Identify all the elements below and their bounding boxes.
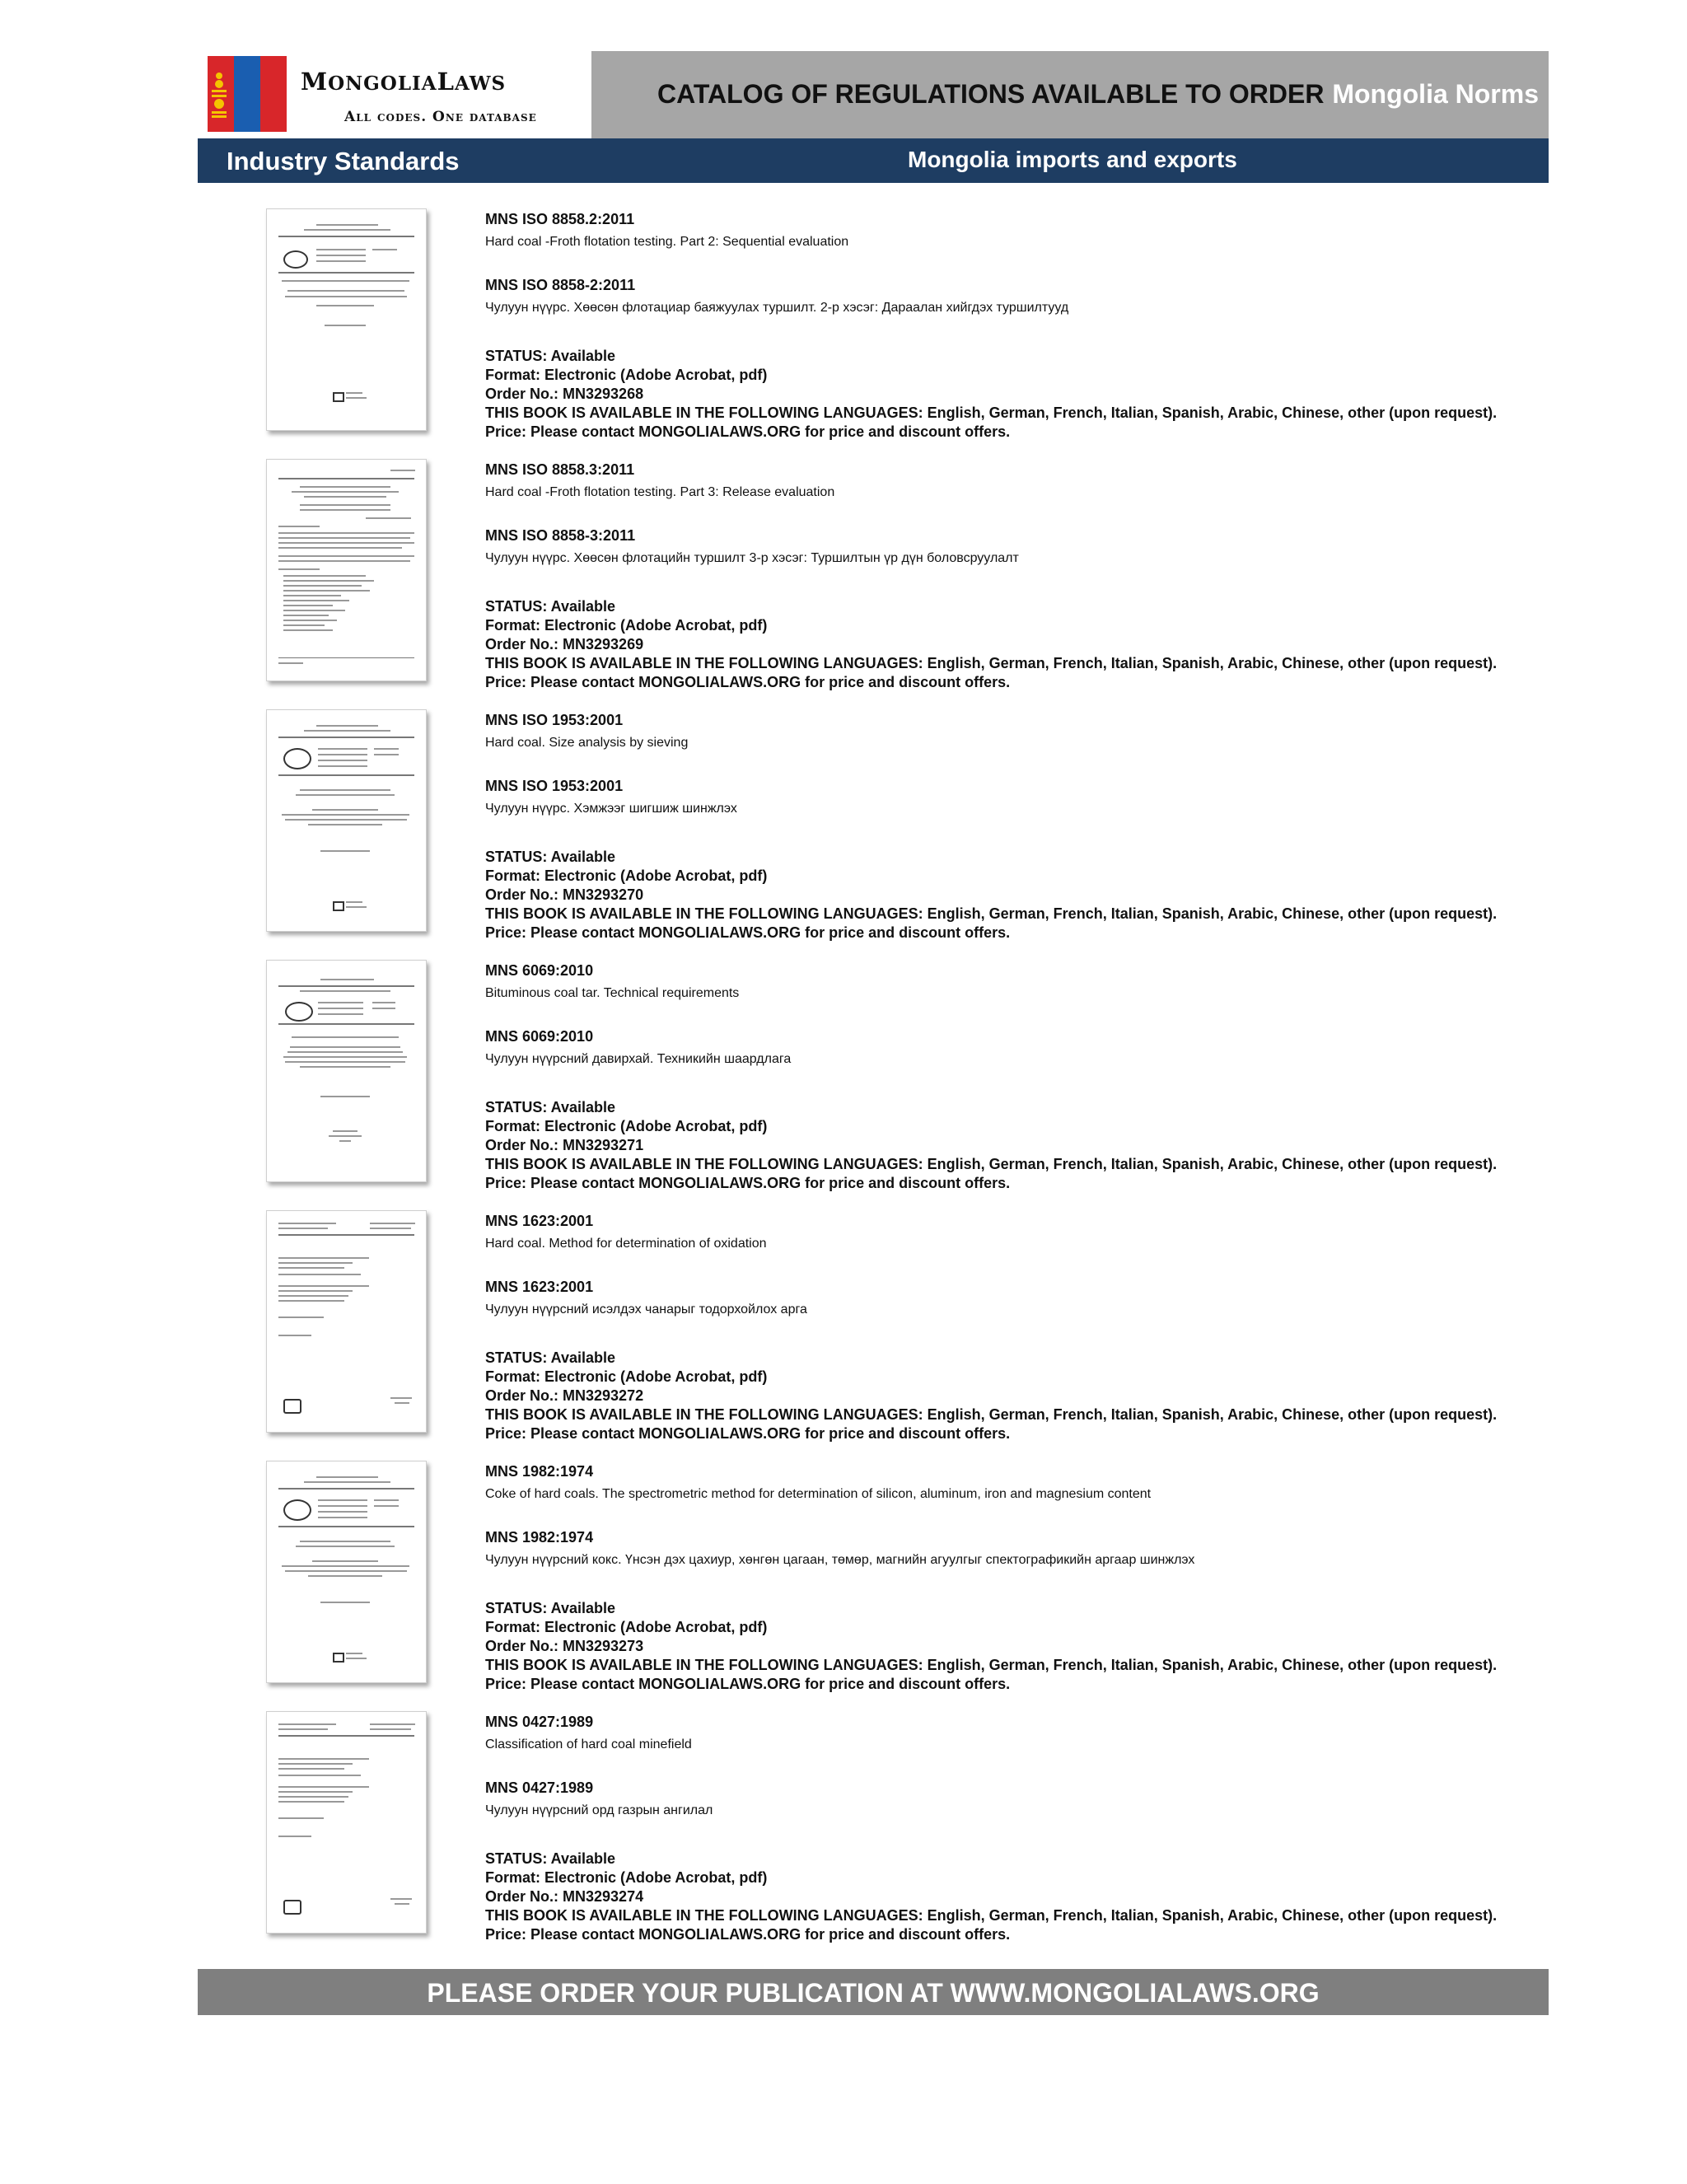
languages-text: THIS BOOK IS AVAILABLE IN THE FOLLOWING LANGUAGES: English, German, French, Italian, Spanish, Arabic, Chinese, other (upon request). <box>485 655 1498 671</box>
entry-details <box>485 461 1556 692</box>
entry-details <box>485 1462 1556 1694</box>
page-header <box>198 51 1549 138</box>
order-number: Order No.: MN3293271 <box>485 1137 644 1153</box>
languages-text: THIS BOOK IS AVAILABLE IN THE FOLLOWING LANGUAGES: English, German, French, Italian, Spanish, Arabic, Chinese, other (upon request). <box>485 1657 1498 1673</box>
soyombo-icon <box>209 71 229 120</box>
standard-title-en: Hard coal -Froth flotation testing. Part 2: Sequential evaluation <box>485 235 849 249</box>
catalog-entry <box>0 960 1687 1210</box>
languages-text: THIS BOOK IS AVAILABLE IN THE FOLLOWING LANGUAGES: English, German, French, Italian, Spanish, Arabic, Chinese, other (upon request). <box>485 1907 1498 1924</box>
order-number: Order No.: MN3293270 <box>485 886 644 903</box>
standard-code-en: MNS ISO 8858.2:2011 <box>485 211 635 227</box>
format-text: Format: Electronic (Adobe Acrobat, pdf) <box>485 1368 768 1385</box>
status-text: STATUS: Available <box>485 598 616 615</box>
format-text: Format: Electronic (Adobe Acrobat, pdf) <box>485 617 768 634</box>
standard-title-en: Coke of hard coals. The spectrometric method for determination of silicon, aluminum, iron and magnesium content <box>485 1487 1152 1501</box>
document-cover-thumbnail[interactable] <box>266 208 427 431</box>
languages-text: THIS BOOK IS AVAILABLE IN THE FOLLOWING LANGUAGES: English, German, French, Italian, Spanish, Arabic, Chinese, other (upon request). <box>485 905 1498 922</box>
standard-title-mn: Чулуун нүүрс. Хөөсөн флотацийн туршилт 3-р хэсэг: Туршилтын үр дүн боловсруулалт <box>485 551 1019 565</box>
catalog-entry <box>0 1711 1687 1962</box>
catalog-entry <box>0 459 1687 709</box>
document-cover-thumbnail[interactable] <box>266 459 427 681</box>
standard-code-en: MNS ISO 8858.3:2011 <box>485 461 635 478</box>
order-number: Order No.: MN3293273 <box>485 1638 644 1654</box>
standard-code-en: MNS 1623:2001 <box>485 1213 594 1229</box>
price-text: Price: Please contact MONGOLIALAWS.ORG for price and discount offers. <box>485 1926 1011 1943</box>
document-cover-thumbnail[interactable] <box>266 709 427 932</box>
price-text: Price: Please contact MONGOLIALAWS.ORG for price and discount offers. <box>485 423 1011 440</box>
category-band <box>198 138 1549 183</box>
languages-text: THIS BOOK IS AVAILABLE IN THE FOLLOWING LANGUAGES: English, German, French, Italian, Spanish, Arabic, Chinese, other (upon request). <box>485 1406 1498 1423</box>
standard-title-mn: Чулуун нүүрс. Хэмжээг шигшиж шинжлэх <box>485 802 737 816</box>
standard-code-mn: MNS ISO 8858-2:2011 <box>485 277 636 293</box>
entry-details <box>485 961 1556 1193</box>
standard-title-mn: Чулуун нүүрсний орд газрын ангилал <box>485 1803 713 1817</box>
catalog-entry <box>0 1210 1687 1461</box>
format-text: Format: Electronic (Adobe Acrobat, pdf) <box>485 1118 768 1134</box>
format-text: Format: Electronic (Adobe Acrobat, pdf) <box>485 868 768 884</box>
status-text: STATUS: Available <box>485 849 616 865</box>
standard-title-mn: Чулуун нүүрсний давирхай. Техникийн шаардлага <box>485 1052 792 1066</box>
catalog-title: CATALOG OF REGULATIONS AVAILABLE TO ORDER <box>657 79 1325 109</box>
document-cover-thumbnail[interactable] <box>266 1210 427 1433</box>
order-footer-banner[interactable] <box>198 1969 1549 2015</box>
standard-code-en: MNS ISO 1953:2001 <box>485 712 624 728</box>
entry-details <box>485 1713 1556 1944</box>
status-text: STATUS: Available <box>485 1850 616 1867</box>
order-number: Order No.: MN3293268 <box>485 386 644 402</box>
norms-label: Mongolia Norms <box>1332 79 1539 109</box>
status-text: STATUS: Available <box>485 1099 616 1115</box>
price-text: Price: Please contact MONGOLIALAWS.ORG for price and discount offers. <box>485 1676 1011 1692</box>
standard-code-en: MNS 6069:2010 <box>485 962 594 979</box>
standard-title-mn: Чулуун нүүрсний кокс. Үнсэн дэх цахиур, хөнгөн цагаан, төмөр, магнийн агуулгыг спектографикийн аргаар шинжлэх <box>485 1553 1195 1567</box>
standard-code-mn: MNS ISO 1953:2001 <box>485 778 624 794</box>
document-cover-thumbnail[interactable] <box>266 960 427 1182</box>
languages-text: THIS BOOK IS AVAILABLE IN THE FOLLOWING LANGUAGES: English, German, French, Italian, Spanish, Arabic, Chinese, other (upon request). <box>485 1156 1498 1172</box>
languages-text: THIS BOOK IS AVAILABLE IN THE FOLLOWING LANGUAGES: English, German, French, Italian, Spanish, Arabic, Chinese, other (upon request). <box>485 405 1498 421</box>
catalog-entry <box>0 208 1687 459</box>
price-text: Price: Please contact MONGOLIALAWS.ORG for price and discount offers. <box>485 1425 1011 1442</box>
format-text: Format: Electronic (Adobe Acrobat, pdf) <box>485 1869 768 1886</box>
catalog-entry <box>0 1461 1687 1711</box>
price-text: Price: Please contact MONGOLIALAWS.ORG for price and discount offers. <box>485 924 1011 941</box>
brand-name: MONGOLIALAWS <box>301 68 507 96</box>
catalog-entry <box>0 709 1687 960</box>
standard-title-mn: Чулуун нүүрс. Хөөсөн флотациар баяжуулах туршилт. 2-р хэсэг: Дараалан хийгдэх туршилтууд <box>485 301 1069 315</box>
standard-code-mn: MNS 1623:2001 <box>485 1279 594 1295</box>
standard-code-en: MNS 1982:1974 <box>485 1463 594 1480</box>
entry-details <box>485 210 1556 442</box>
entry-details <box>485 711 1556 942</box>
entry-details <box>485 1212 1556 1443</box>
price-text: Price: Please contact MONGOLIALAWS.ORG for price and discount offers. <box>485 674 1011 690</box>
subcategory-label: Mongolia imports and exports <box>908 147 1237 172</box>
standard-code-en: MNS 0427:1989 <box>485 1714 594 1730</box>
order-link-text[interactable]: PLEASE ORDER YOUR PUBLICATION AT WWW.MONGOLIALAWS.ORG <box>427 1978 1320 2008</box>
status-text: STATUS: Available <box>485 348 616 364</box>
brand-logo[interactable] <box>198 51 591 138</box>
standard-title-en: Hard coal. Size analysis by sieving <box>485 736 689 750</box>
standard-code-mn: MNS ISO 8858-3:2011 <box>485 527 636 544</box>
standard-title-en: Hard coal -Froth flotation testing. Part 3: Release evaluation <box>485 485 835 499</box>
standard-code-mn: MNS 0427:1989 <box>485 1779 594 1796</box>
standard-title-mn: Чулуун нүүрсний исэлдэх чанарыг тодорхойлох арга <box>485 1302 807 1316</box>
standard-title-en: Hard coal. Method for determination of oxidation <box>485 1237 767 1251</box>
order-number: Order No.: MN3293272 <box>485 1387 644 1404</box>
category-label: Industry Standards <box>227 147 460 175</box>
status-text: STATUS: Available <box>485 1349 616 1366</box>
format-text: Format: Electronic (Adobe Acrobat, pdf) <box>485 367 768 383</box>
title-bar <box>591 51 1549 138</box>
price-text: Price: Please contact MONGOLIALAWS.ORG for price and discount offers. <box>485 1175 1011 1191</box>
order-number: Order No.: MN3293274 <box>485 1888 644 1905</box>
standard-code-mn: MNS 6069:2010 <box>485 1028 594 1045</box>
standard-title-en: Bituminous coal tar. Technical requirements <box>485 986 740 1000</box>
brand-tagline: All codes. One database <box>344 109 537 125</box>
order-number: Order No.: MN3293269 <box>485 636 644 652</box>
document-cover-thumbnail[interactable] <box>266 1711 427 1934</box>
standard-code-mn: MNS 1982:1974 <box>485 1529 594 1546</box>
document-cover-thumbnail[interactable] <box>266 1461 427 1683</box>
standard-title-en: Classification of hard coal minefield <box>485 1737 692 1751</box>
format-text: Format: Electronic (Adobe Acrobat, pdf) <box>485 1619 768 1635</box>
status-text: STATUS: Available <box>485 1600 616 1616</box>
